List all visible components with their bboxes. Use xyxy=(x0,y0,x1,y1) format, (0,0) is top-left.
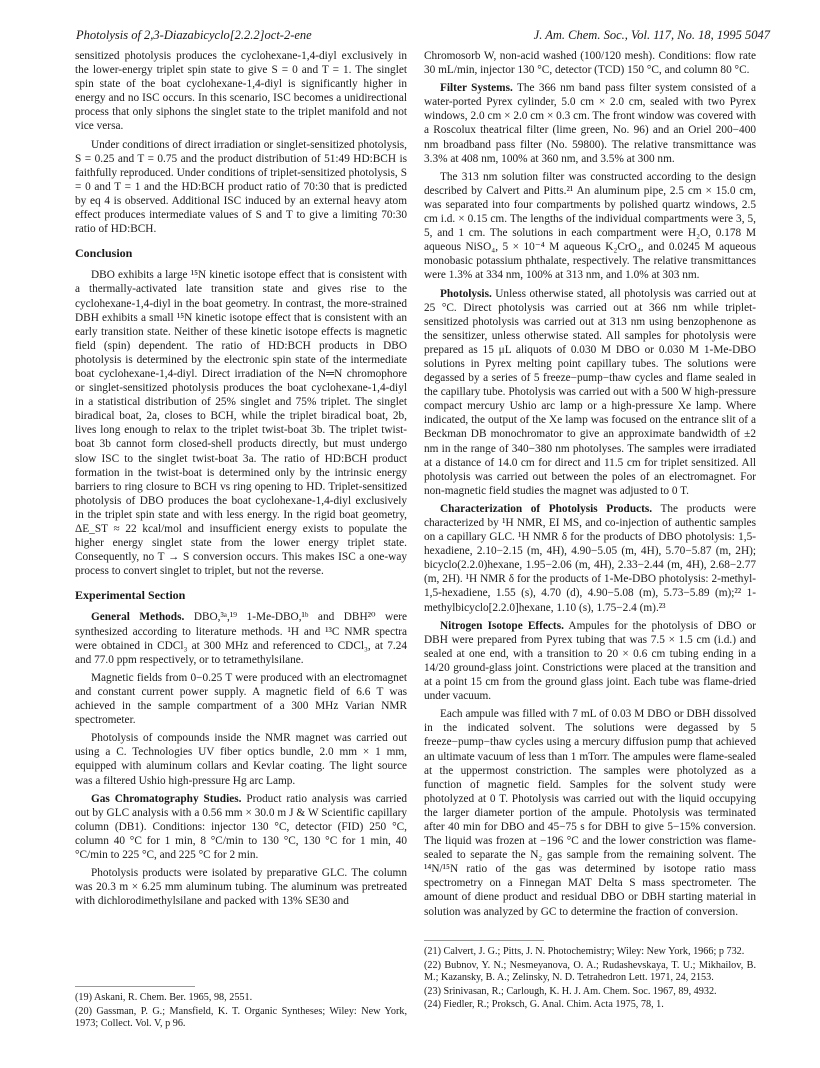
paragraph: Photolysis of compounds inside the NMR magnet was carried out using a C. Technologies UV fiber optics bundle, 2.0 mm × 1 mm, equipped with aluminum collars and Kevlar coating. The light source was a filtered Ushio high-pressure Hg arc Lamp. xyxy=(75,732,407,787)
paragraph xyxy=(75,792,407,862)
paragraph-text: Unless otherwise stated, all photolysis was carried out at 25 °C. Direct photolysis was carried out at 366 nm while triplet-sensitized photolysis was carried out at 313 nm using benzophenone as the sensitizer, unless otherwise stated. All samples for photolysis were prepared as 15 μL aliquots of 0.030 M DBO or 0.030 M 1-Me-DBO solutions in Pyrex melting point capillary tubes. The solutions were degassed by a series of 5 freeze−pump−thaw cycles and flame sealed in the capillary tube. Photolysis was carried out with a 500 W high-pressure compact mercury Ushio arc lamp or a high-pressure Xe lamp. Where indicated, the output of the Xe lamp was focused on the entrance slit of a Beckman DB monochromator to give an approximate bandwidth of ±2 nm in the range of 340−380 nm photolyses. The samples were irradiated at a distance of 14.0 cm for direct and 11.5 cm for triplet sensitized. All photolysis was carried out between the poles of an electromagnet. For non-magnetic field studies the magnet was adjusted to 0 T. xyxy=(424,287,756,497)
paragraph-text: The 366 nm band pass filter system consisted of a water-ported Pyrex cylinder, 5.0 cm × 2.0 cm, sealed with two Pyrex windows, 2.0 cm × 2.0 cm × 0.3 cm. The front window was covered with a Roscolux theatrical filter (lime green, No. 96) and an Oriel 200−400 nm broadband pass filter (No. 59800). The relative transmittance was 3.3% at 408 nm, 100% at 360 nm, and 3.5% at 300 nm. xyxy=(424,82,756,165)
paragraph: Under conditions of direct irradiation or singlet-sensitized photolysis, S = 0.25 and T = 0.75 and the product distribution of 51:49 HD:BCH is faithfully reproduced. Under conditions of triplet-sensitized photolysis, S = 0 and T = 1 and the HD:BCH product ratio of 70:30 that is predicted by eq 4 is observed. Additional ISC induced by an external heavy atom effect produces intermediate values of S and T to give a limiting 70:30 ratio of HD:BCH. xyxy=(75,138,407,236)
footnotes-right xyxy=(424,940,756,1013)
footnote: (23) Srinivasan, R.; Carlough, K. H. J. Am. Chem. Soc. 1967, 89, 4932. xyxy=(424,985,717,997)
footnote: (24) Fiedler, R.; Proksch, G. Anal. Chim. Acta 1975, 78, 1. xyxy=(424,999,664,1011)
paragraph: Chromosorb W, non-acid washed (100/120 mesh). Conditions: flow rate 30 mL/min, injector 130 °C, detector (TCD) 150 °C, and column 80 °C. xyxy=(424,50,756,77)
left-column xyxy=(75,49,407,912)
footnote: (20) Gassman, P. G.; Mansfield, K. T. Organic Syntheses; Wiley: New York, 1973; Collect. Vol. V, p 96. xyxy=(75,1005,407,1030)
footnote-rule xyxy=(75,986,195,987)
paragraph-text: The products were characterized by ¹H NMR, EI MS, and co-injection of authentic samples on a capillary GLC. ¹H NMR δ for the products of DBO photolysis: 1,5-hexadiene, 2.10−2.15 (m, 4H), 4.90−5.05 (m, 4H), 5.70−5.87 (m, 2H); bicyclo(2.2.0)hexane, 1.95−2.06 (m, 4H), 2.33−2.44 (m, 4H), 2.68−2.77 (m, 2H). ¹H NMR δ for the products of 1-Me-DBO photolysis: 2-methyl-1,5-hexadiene, 1.55 (s), 4.70 (d), 4.90−5.08 (m), 5.73−5.89 (m);²² 1-methylbicyclo[2.2.0]hexane, 1.10 (s), 1.75−2.4 (m).²³ xyxy=(424,502,756,614)
paragraph: Photolysis products were isolated by preparative GLC. The column was 20.3 m × 6.25 mm aluminum tubing. The aluminum was pretreated with dichlorodimethylsilane and packed with 13% SE30 and xyxy=(75,867,407,908)
run-in-heading: Nitrogen Isotope Effects. xyxy=(440,619,564,632)
footnote: (21) Calvert, J. G.; Pitts, J. N. Photochemistry; Wiley: New York, 1966; p 732. xyxy=(424,946,745,957)
paragraph xyxy=(424,619,756,704)
footnote: (22) Bubnov, Y. N.; Nesmeyanova, O. A.; Rudashevskaya, T. U.; Mikhailov, B. M.; Kazansky, B. A.; Zelinsky, N. D. Tetrahedron Lett. 1971, 24, 2153. xyxy=(424,959,756,984)
run-in-heading: Gas Chromatography Studies. xyxy=(91,792,242,805)
footnote-rule xyxy=(424,940,544,941)
running-head-title: Photolysis of 2,3-Diazabicyclo[2.2.2]oct-2-ene xyxy=(76,28,312,42)
section-heading-conclusion: Conclusion xyxy=(75,246,133,261)
paragraph: The 313 nm solution filter was constructed according to the design described by Calvert and Pitts.²¹ An aluminum pipe, 2.5 cm × 15.0 cm, was separated into four compartments by polished quartz windows, 2.5 cm i.d. × 0.15 cm. The lengths of the individual compartments were 3, 5, 5, and 1 cm. The solutions in each compartment were H₂O, 0.178 M aqueous NiSO₄, 5 × 10⁻⁴ M aqueous K₂CrO₄, and 0.0245 M aqueous monobasic potassium phthalate, respectively. The relative transmittances were 1.3% at 334 nm, 100% at 313 nm, and 1.0% at 303 nm. xyxy=(424,170,756,282)
paragraph xyxy=(75,610,407,666)
run-in-heading: Characterization of Photolysis Products. xyxy=(440,502,653,515)
footnotes-left xyxy=(75,986,407,1032)
paragraph-text: DBO,³ᵃ,¹⁹ 1-Me-DBO,¹ᵇ and DBH²⁰ were synthesized according to literature methods. ¹H and ¹³C NMR spectra were obtained in CDCl₃ at 300 MHz and referenced to CDCl₃, at 7.24 and 77.0 ppm respectively, or to tetramethylsilane. xyxy=(75,611,407,666)
paragraph xyxy=(424,287,756,498)
run-in-heading: Photolysis. xyxy=(440,287,492,300)
paragraph: sensitized photolysis produces the cyclohexane-1,4-diyl exclusively in the lower-energy triplet spin state to give S = 0 and T = 1. The singlet spin state of the boat cyclohexane-1,4-diyl is significantly higher in energy and no ISC occurs. In this scenario, ISC becomes a unidirectional process that only siphons the singlet state to the triplet manifold and not vice versa. xyxy=(75,50,407,133)
paragraph: Magnetic fields from 0−0.25 T were produced with an electromagnet and constant current power supply. A magnetic field of 6.6 T was achieved in the sample compartment of a 300 MHz Varian NMR spectrometer. xyxy=(75,671,407,727)
paragraph-text: Ampules for the photolysis of DBO or DBH were prepared from Pyrex tubing that was 7.5 × 1.5 cm (i.d.) and sealed at one end, with a transition to 20 × 0.6 cm tubing ending in a 14/20 ground-glass joint. Constrictions were placed at the transition and at a point 15 cm from the ground glass joint. Each tube was flame-dried under vacuum. xyxy=(424,619,756,703)
paragraph: Each ampule was filled with 7 mL of 0.03 M DBO or DBH dissolved in the indicated solvent. The solutions were degassed by 5 freeze−pump−thaw cycles using a mercury diffusion pump that achieved an ultimate vacuum of less than 1 mTorr. The ampules were flame-sealed at the uppermost constriction. The samples were photolyzed as a function of magnetic field. Samples for the solvent study were photolyzed at 0 T. Photolysis was carried out with the liquid occupying the larger diameter portion of the ampule. Photolysis was terminated after 40 min for DBO and 45−75 s for DBH to give 5−15% conversion. The liquid was frozen at −196 °C and the lower constriction was flame-sealed to separate the N₂ gas sample from the remaining solvent. The ¹⁴N/¹⁵N ratio of the gas was determined by isotope ratio mass spectrometry on a Finnegan MAT Delta S mass spectrometer. The amount of diene product and residual DBO or DBH starting material in solution was analyzed by GC to determine the fraction of conversion. xyxy=(424,708,756,918)
paragraph xyxy=(424,502,756,615)
section-heading-experimental: Experimental Section xyxy=(75,588,186,603)
paragraph: DBO exhibits a large ¹⁵N kinetic isotope effect that is consistent with a thermally-activated late transition state and gives rise to the cyclohexane-1,4-diyl in the boat geometry. In contrast, the more-strained DBH exhibits a small ¹⁵N kinetic isotope effect that is consistent with an early transition state. Neither of these kinetic isotope effects is magnetic field (spin) dependent. The ratio of HD:BCH products in DBO photolysis is determined by the electronic spin state of the intermediate boat cyclohexane-1,4-diyl. Direct irradiation of the N═N chromophore or singlet-sensitized photolysis produces the boat cyclohexane-1,4-diyl in a statistical distribution of 25% singlet and 75% triplet. The singlet biradical boat, 2a, closes to BCH, while the triplet biradical boat, 2b, lives long enough to relax to the triplet twist-boat 3b. The triplet twist-boat 3b cannot form closed-shell products directly, but must undergo slow ISC to the singlet twist-boat 3a. The ratio of HD:BCH product formation in the twist-boat is determined only by the intrinsic energy barriers to ring closure to BCH vs ring opening to HD. Triplet-sensitized photolysis of DBO produces the boat cyclohexane-1,4-diyl exclusively in the triplet spin state and with less energy. In the rigid boat geometry, ΔE_ST ≈ 22 kcal/mol and insufficient energy exists to populate the higher energy singlet state from the lower energy triplet state. Consequently, no T → S conversion occurs. This makes ISC a one-way process to convert singlet to triplet, but not the reverse. xyxy=(75,269,407,578)
running-head-journal: J. Am. Chem. Soc., Vol. 117, No. 18, 1995 5047 xyxy=(533,28,770,42)
paragraph-text: Product ratio analysis was carried out by GLC analysis with a 0.56 mm × 30.0 m J & W Scientific capillary column (DB1). Conditions: injector 130 °C, detector (FID) 250 °C, column 40 °C for 1 min, 8 °C/min to 130 °C, 130 °C for 1 min, 40 °C/min to 225 °C, and 225 °C for 2 min. xyxy=(75,792,407,861)
run-in-heading: Filter Systems. xyxy=(440,82,513,95)
right-column xyxy=(424,49,756,923)
run-in-heading: General Methods. xyxy=(91,611,185,624)
paragraph xyxy=(424,81,756,166)
footnote: (19) Askani, R. Chem. Ber. 1965, 98, 2551. xyxy=(75,992,253,1003)
